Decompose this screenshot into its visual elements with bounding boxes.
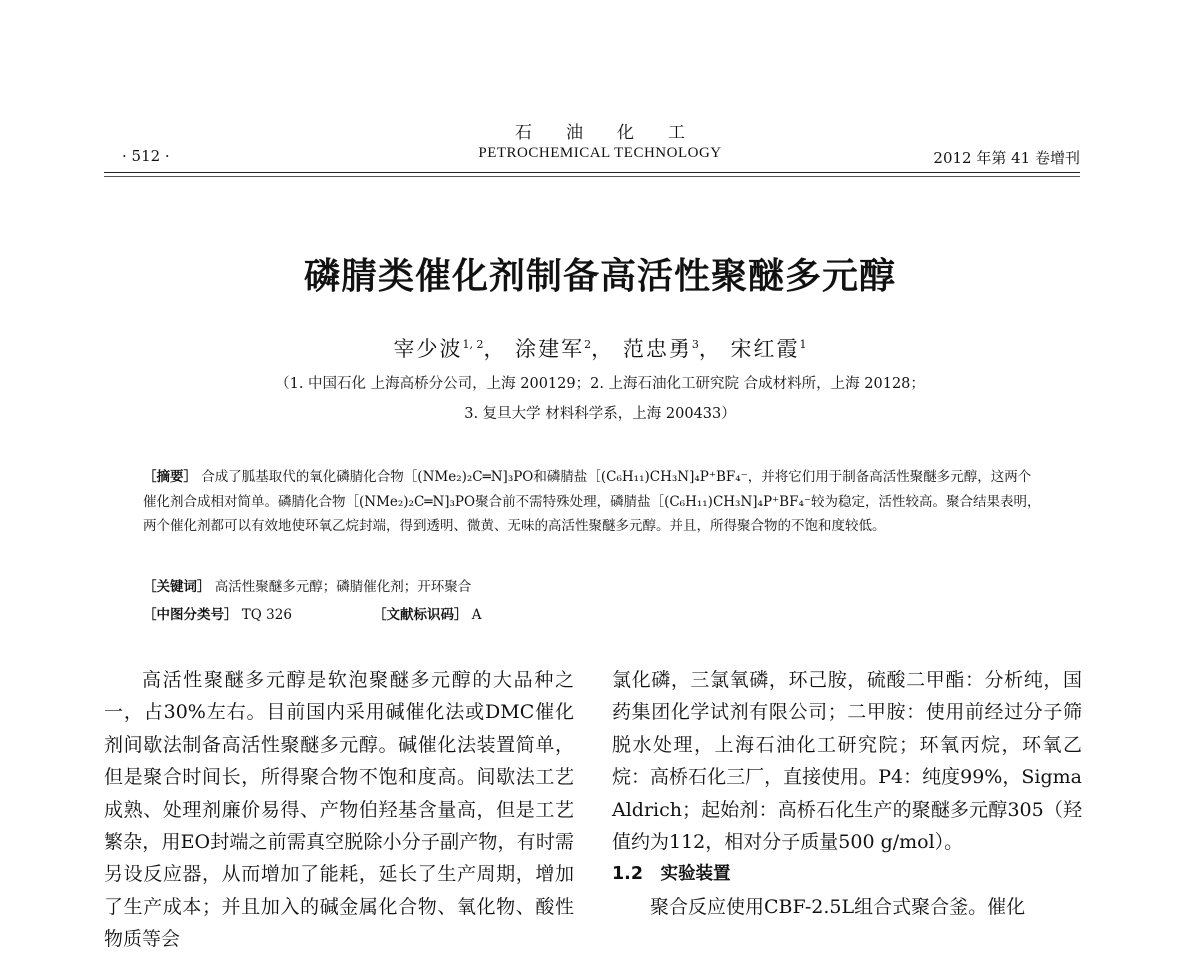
author-name: 涂建军	[515, 337, 585, 361]
author-name: 宋红霞	[730, 337, 800, 361]
author-list	[0, 333, 1200, 363]
header-rule	[104, 172, 1080, 173]
author-name: 范忠勇	[622, 337, 692, 361]
author-affil-mark: 2	[584, 338, 592, 351]
classification-value: TQ 326	[241, 607, 292, 623]
body-paragraph: 聚合反应使用CBF-2.5L组合式聚合釜。催化	[650, 895, 1026, 918]
affiliation-line-2: 3. 复旦大学 材料科学系，上海 200433）	[464, 406, 736, 422]
abstract-label: ［摘要］	[143, 469, 197, 485]
keywords-label: ［关键词］	[143, 579, 211, 595]
author-name: 宰少波	[393, 337, 463, 361]
page-number: · 512 ·	[122, 147, 170, 165]
document-code	[373, 603, 482, 623]
classification-number	[143, 603, 292, 623]
keywords-text: 高活性聚醚多元醇；磷腈催化剂；开环聚合	[214, 579, 472, 595]
keywords	[143, 575, 471, 595]
abstract	[143, 465, 1043, 539]
body-paragraph: 高活性聚醚多元醇是软泡聚醚多元醇的大品种之一，占30%左右。目前国内采用碱催化法或DMC催化剂间歇法制备高活性聚醚多元醇。碱催化法装置简单，但是聚合时间长，所得聚合物不饱和度高。间歇法工艺成熟、处理剂廉价易得、产物伯羟基含量高，但是工艺繁杂，用EO封端之前需真空脱除小分子副产物，有时需另设反应器，从而增加了能耗，延长了生产周期，增加了生产成本；并且加入的碱金属化合物、氧化物、酸性物质等会	[104, 669, 574, 951]
journal-title-chinese: 石油化工	[515, 123, 719, 143]
header-rule-thin	[104, 176, 1080, 177]
classification-label: ［中图分类号］	[143, 607, 238, 623]
author-affil-mark: 1	[799, 338, 807, 351]
author-affil-mark: 1, 2	[462, 338, 484, 351]
author-separator: ，	[483, 337, 507, 361]
author-separator: ，	[591, 337, 615, 361]
author-separator: ，	[698, 337, 722, 361]
journal-title-english: PETROCHEMICAL TECHNOLOGY	[478, 145, 722, 161]
paper-title: 磷腈类催化剂制备高活性聚醚多元醇	[303, 256, 896, 297]
document-code-label: ［文献标识码］	[373, 607, 468, 623]
affiliation-line-1: （1. 中国石化 上海高桥分公司，上海 200129；2. 上海石油化工研究院 合成材料所，上海 20128；	[275, 376, 925, 392]
document-code-value: A	[471, 607, 482, 623]
body-column-right	[612, 664, 1082, 923]
author-affil-mark: 3	[691, 338, 699, 351]
body-column-left	[104, 664, 574, 956]
section-heading: 1.2 实验装置	[612, 864, 731, 885]
issue-info: 2012 年第 41 卷增刊	[933, 149, 1080, 167]
abstract-text: 合成了胍基取代的氧化磷腈化合物［(NMe₂)₂C═N]₃PO和磷腈盐［(C₆H₁₁)CH₃N]₄P⁺BF₄⁻，并将它们用于制备高活性聚醚多元醇，这两个催化剂合成相对简单。磷腈化合物［(NMe₂)₂C═N]₃PO聚合前不需特殊处理，磷腈盐［(C₆H₁₁)CH₃N]₄P⁺BF₄⁻较为稳定，活性较高。聚合结果表明，两个催化剂都可以有效地使环氧乙烷封端，得到透明、微黄、无味的高活性聚醚多元醇。并且，所得聚合物的不饱和度较低。	[143, 469, 1041, 534]
body-paragraph: 氯化磷，三氯氧磷，环己胺，硫酸二甲酯：分析纯，国药集团化学试剂有限公司；二甲胺：使用前经过分子筛脱水处理，上海石油化工研究院；环氧丙烷，环氧乙烷：高桥石化三厂，直接使用。P4：纯度99%，Sigma Aldrich；起始剂：高桥石化生产的聚醚多元醇305（羟值约为112，相对分子质量500 g/mol）。	[612, 669, 1082, 854]
